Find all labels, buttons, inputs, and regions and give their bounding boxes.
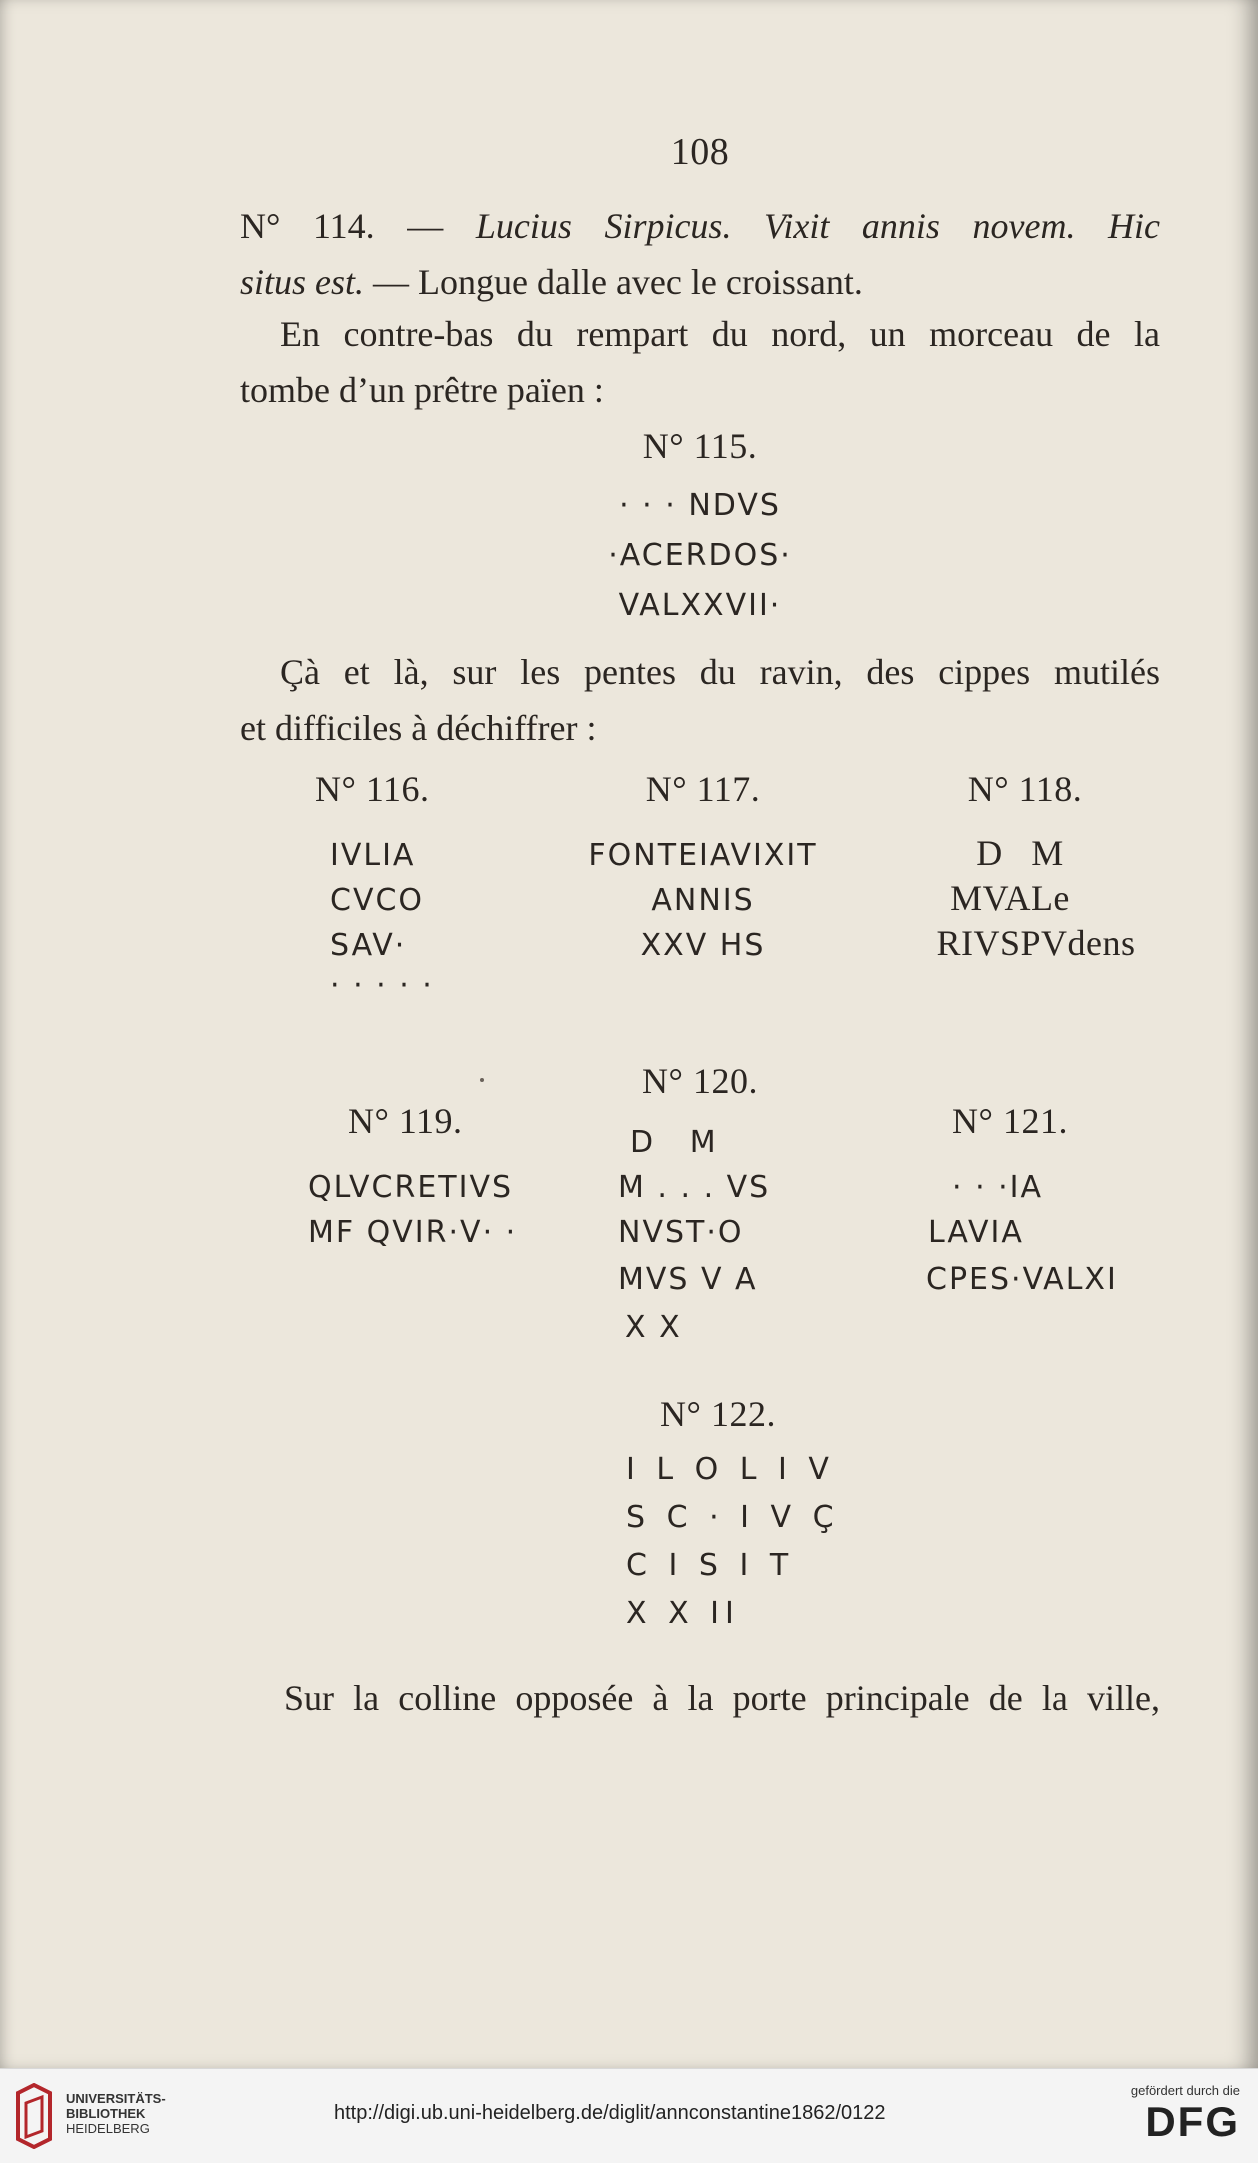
inscription-117-line-3: XXV HS: [640, 928, 766, 963]
inscription-120-line-1: D M: [630, 1125, 718, 1160]
paragraph-ravin-line-1: Çà et là, sur les pentes du ravin, des cippes mutilés: [280, 652, 1160, 692]
inscription-122-line-2: S C · I V Ç: [626, 1500, 840, 1535]
entry-114-latin-2: situs est.: [240, 262, 365, 302]
entry-114-dash: —: [407, 206, 444, 246]
paragraph-rempart: [240, 306, 1160, 418]
inscription-122-line-4: X X II: [626, 1596, 740, 1631]
inscription-115-line-1: · · · NDVS: [619, 488, 781, 523]
inscription-120-line-5: X X: [625, 1310, 682, 1345]
inscription-119-line-1: QLVCRETIVS: [308, 1170, 514, 1205]
label-122: N° 122.: [660, 1394, 776, 1434]
library-name: [66, 2091, 166, 2136]
library-name-line-1: UNIVERSITÄTS-: [66, 2091, 166, 2106]
university-library-logo-icon: [14, 2083, 56, 2149]
inscription-116-line-4: · · · · ·: [330, 968, 434, 1003]
inscription-119-line-2: MF QVIR·V· ·: [308, 1215, 518, 1250]
inscription-120-line-3: NVST·O: [618, 1215, 744, 1250]
label-121: N° 121.: [952, 1101, 1068, 1141]
inscription-115-line-2: ·ACERDOS·: [608, 538, 792, 573]
inscription-117-line-1: FONTEIAVIXIT: [588, 838, 818, 873]
inscription-118-line-1: D M: [976, 833, 1064, 873]
dfg-logo: DFG: [1145, 2098, 1240, 2145]
inscription-116-line-1: IVLIA: [330, 838, 416, 873]
label-116: N° 116.: [315, 769, 430, 809]
paragraph-ravin-line-2: et difficiles à déchiffrer :: [240, 708, 597, 748]
label-115: N° 115.: [642, 426, 758, 466]
library-name-line-3: HEIDELBERG: [66, 2121, 150, 2136]
funder-block: [1131, 2083, 1240, 2146]
inscription-120-line-2: M . . . VS: [618, 1170, 771, 1205]
inscription-118-line-3: RIVSPVdens: [936, 923, 1136, 963]
paragraph-rempart-line-2: tombe d’un prêtre païen :: [240, 370, 604, 410]
inscription-121-line-1: · · ·IA: [952, 1170, 1044, 1205]
paragraph-ravin: [240, 644, 1160, 756]
closing-paragraph: [240, 1670, 1160, 1726]
inscription-115-line-3: VALXXVII·: [618, 588, 782, 623]
inscription-122-line-1: I L O L I V: [626, 1452, 835, 1487]
entry-114-number: N° 114.: [240, 206, 375, 246]
library-name-line-2: BIBLIOTHEK: [66, 2106, 146, 2121]
viewer-footer: [0, 2068, 1258, 2163]
entry-114-latin-1: Lucius Sirpicus. Vixit annis novem. Hic: [475, 206, 1161, 246]
inscription-121-line-2: LAVIA: [928, 1215, 1024, 1250]
inscription-118-line-2: MVALe: [950, 878, 1070, 918]
label-119: N° 119.: [348, 1101, 463, 1141]
page-number: 108: [670, 131, 730, 173]
entry-114-description: — Longue dalle avec le croissant.: [373, 262, 863, 302]
inscription-120-line-4: MVS V A: [618, 1262, 758, 1297]
inscription-121-line-3: CPES·VALXI: [926, 1262, 1118, 1297]
permalink-url[interactable]: http://digi.ub.uni-heidelberg.de/diglit/annconstantine1862/0122: [334, 2102, 886, 2124]
label-120: N° 120.: [642, 1061, 758, 1101]
label-117: N° 117.: [645, 769, 761, 809]
paragraph-rempart-line-1: En contre-bas du rempart du nord, un morceau de la: [280, 314, 1160, 354]
entry-114-line-2: [240, 254, 1160, 310]
label-118: N° 118.: [967, 769, 1083, 809]
stray-dot: [480, 1078, 484, 1082]
inscription-116-line-2: CVCO: [330, 883, 425, 918]
funded-by-label: gefördert durch die: [1130, 2083, 1240, 2098]
inscription-117-line-2: ANNIS: [651, 883, 755, 918]
closing-line: Sur la colline opposée à la porte principale de la ville,: [284, 1678, 1160, 1718]
entry-114-line-1: [240, 198, 1160, 254]
inscription-116-line-3: SAV·: [330, 928, 407, 963]
inscription-122-line-3: C I S I T: [626, 1548, 795, 1583]
entry-114: [240, 198, 1160, 310]
